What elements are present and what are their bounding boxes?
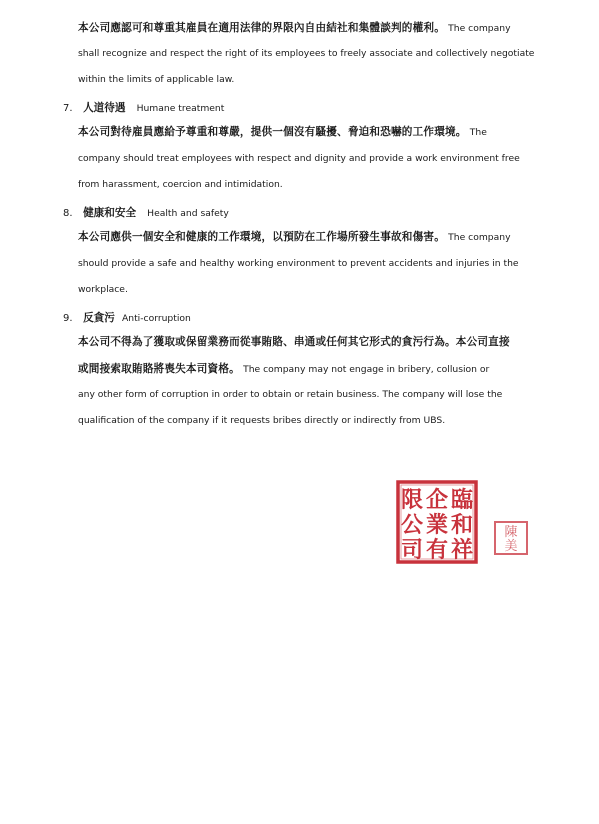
- section-heading-9: [63, 309, 191, 326]
- text-en: should provide a safe and healthy working environment to prevent accidents and injuries in the: [78, 258, 519, 269]
- paragraph-line: [78, 283, 128, 297]
- section-title-zh: 反貪污: [83, 312, 115, 324]
- personal-seal: [493, 520, 529, 556]
- section-title-en: Humane treatment: [136, 103, 225, 114]
- seal-character: 和: [450, 512, 474, 538]
- section-title-en: Anti-corruption: [121, 313, 191, 324]
- text-zh: 本公司應供一個安全和健康的工作環境，以預防在工作場所發生事故和傷害。: [78, 231, 445, 243]
- section-heading-7: [63, 99, 224, 116]
- section-title-en: Health and safety: [147, 208, 229, 219]
- seal-character: 司: [400, 537, 424, 563]
- text-en: The company: [448, 23, 511, 34]
- paragraph-line: [78, 414, 445, 428]
- paragraph-line: [78, 362, 489, 377]
- paragraph-line: [78, 388, 502, 402]
- text-en: The company: [448, 232, 511, 243]
- paragraph-line: [78, 125, 487, 140]
- paragraph-line: [78, 257, 519, 271]
- text-en: from harassment, coercion and intimidation.: [78, 179, 283, 190]
- text-en: within the limits of applicable law.: [78, 74, 235, 85]
- text-zh: 或間接索取賄賂將喪失本司資格。: [78, 363, 240, 375]
- text-en: qualification of the company if it requests bribes directly or indirectly from UBS.: [78, 415, 446, 426]
- seal-character: 陳: [504, 525, 518, 540]
- seal-character: 企: [425, 487, 449, 513]
- text-zh: 本公司對待雇員應給予尊重和尊嚴，提供一個沒有騷擾、脅迫和恐嚇的工作環境。: [78, 126, 467, 138]
- section-number: 9.: [63, 313, 73, 324]
- text-en: any other form of corruption in order to obtain or retain business. The company will lose the: [78, 389, 503, 400]
- paragraph-line: [78, 21, 511, 36]
- text-zh: 本公司不得為了獲取或保留業務而從事賄賂、串通或任何其它形式的貪污行為。本公司直接: [78, 336, 510, 348]
- section-number: 8.: [63, 208, 73, 219]
- seal-character: 限: [400, 487, 424, 513]
- paragraph-line: [78, 335, 510, 350]
- seal-character: 祥: [450, 537, 474, 563]
- section-number: 7.: [63, 103, 73, 114]
- seal-character: 業: [425, 512, 449, 538]
- section-title-zh: 健康和安全: [83, 207, 137, 219]
- text-en: company should treat employees with respect and dignity and provide a work environment free: [78, 153, 520, 164]
- seal-character: 臨: [450, 487, 474, 513]
- company-seal: [396, 480, 478, 564]
- section-heading-8: [63, 204, 229, 221]
- text-zh: 本公司應認可和尊重其雇員在適用法律的界限內自由結社和集體談判的權利。: [78, 22, 445, 34]
- seal-character: 有: [425, 537, 449, 563]
- paragraph-line: [78, 47, 534, 61]
- paragraph-line: [78, 73, 234, 87]
- text-en: The: [469, 127, 487, 138]
- paragraph-line: [78, 178, 283, 192]
- text-en: workplace.: [78, 284, 128, 295]
- section-title-zh: 人道待遇: [83, 102, 126, 114]
- seal-character: 美: [504, 539, 518, 554]
- text-en: shall recognize and respect the right of its employees to freely associate and collectively negotiate: [78, 48, 535, 59]
- paragraph-line: [78, 230, 511, 245]
- paragraph-line: [78, 152, 520, 166]
- text-en: The company may not engage in bribery, collusion or: [243, 364, 490, 375]
- seal-character: 公: [400, 512, 424, 538]
